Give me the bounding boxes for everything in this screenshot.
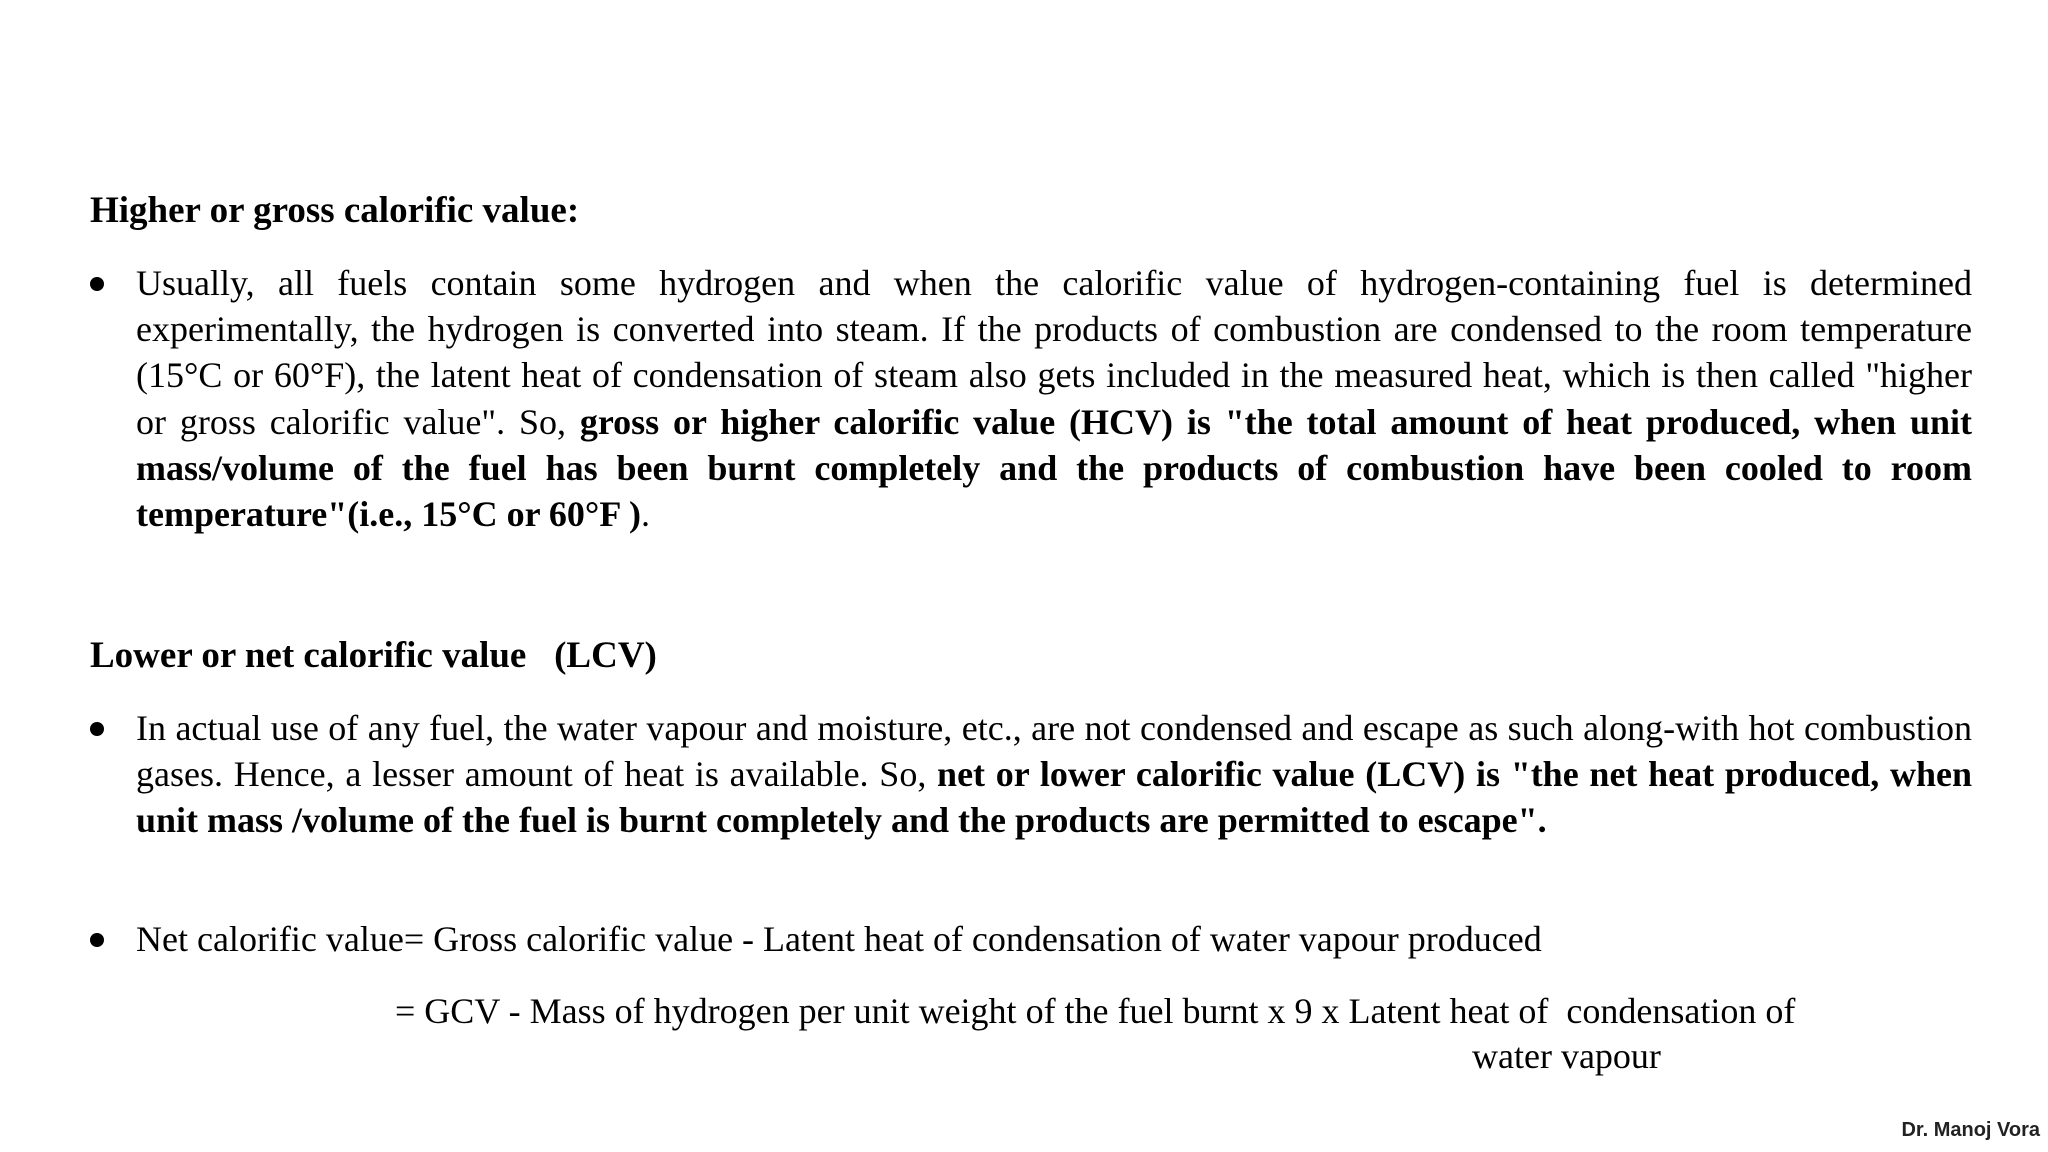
- lcv-heading: Lower or net calorific value (LCV): [90, 635, 657, 676]
- author-credit: Dr. Manoj Vora: [1901, 1119, 2040, 1141]
- bullet-dot-icon: [90, 933, 104, 947]
- bullet-dot-icon: [90, 277, 104, 291]
- hcv-bullet-plain-text: Usually, all fuels contain some hydrogen and when the calorific value of hydrogen-containing fuel is determined experimentally, the hydrogen is converted into steam. If the products of combustion are condensed to the room temperature (15°C or 60°F), the latent heat of condensation of steam also gets included in the measured heat, which is then called "higher or gross calorific value". So,: [136, 263, 1972, 442]
- bullet-dot-icon: [90, 722, 104, 736]
- formula-line-1: = GCV - Mass of hydrogen per unit weight of the fuel burnt x 9 x Latent heat of condensation of: [395, 991, 1796, 1031]
- hcv-bullet-text: [136, 260, 1972, 537]
- hcv-bullet-end: .: [640, 494, 650, 535]
- ncv-formula-text: Net calorific value= Gross calorific value - Latent heat of condensation of water vapour produced: [136, 919, 1542, 959]
- hcv-definition-bold: gross or higher calorific value (HCV) is "the total amount of heat produced, when unit mass/volume of the fuel has been burnt completely and the products of combustion have been cooled to room temperature"(i.e., 15°C or 60°F ): [136, 401, 1972, 535]
- lcv-bullet-plain-text: In actual use of any fuel, the water vapour and moisture, etc., are not condensed and escape as such along-with hot combustion gases. Hence, a lesser amount of heat is available. So,: [136, 708, 1972, 795]
- hcv-heading: Higher or gross calorific value:: [90, 190, 580, 231]
- lcv-bullet-text: [136, 705, 1972, 844]
- lcv-definition-bold: net or lower calorific value (LCV) is "the net heat produced, when unit mass /volume of the fuel is burnt completely and the products are permitted to escape".: [136, 754, 1972, 841]
- formula-line-2: water vapour: [1472, 1036, 1661, 1076]
